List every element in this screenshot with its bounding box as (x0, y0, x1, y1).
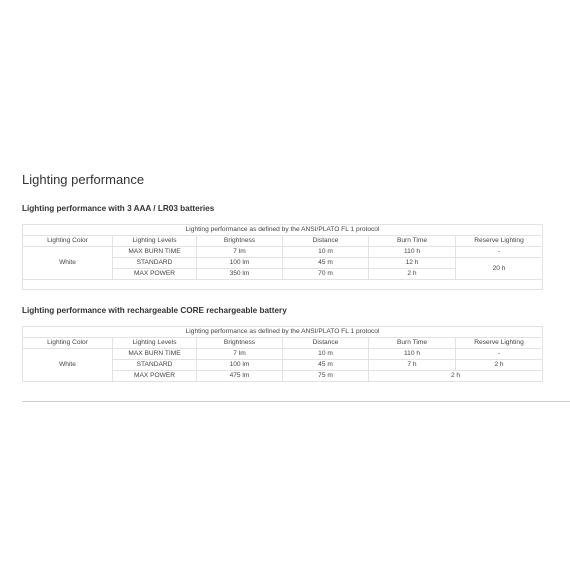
header-brightness: Brightness (197, 236, 283, 247)
cell-burn-time: 12 h (369, 258, 456, 269)
cell-burn-time: 110 h (369, 247, 456, 258)
cell-level: STANDARD (113, 360, 197, 371)
table-footer-row (23, 280, 543, 290)
table-header-row (23, 236, 543, 247)
cell-lighting-color: White (23, 349, 113, 382)
cell-brightness: 350 lm (197, 269, 283, 280)
cell-distance: 75 m (283, 371, 369, 382)
cell-lighting-color: White (23, 247, 113, 280)
page-title: Lighting performance (22, 172, 145, 187)
table-header-row (23, 338, 543, 349)
cell-distance: 10 m (283, 349, 369, 360)
header-burn-time: Burn Time (369, 338, 456, 349)
cell-distance: 10 m (283, 247, 369, 258)
table-caption: Lighting performance as defined by the ANSI/PLATO FL 1 protocol (23, 225, 543, 236)
cell-brightness: 7 lm (197, 349, 283, 360)
header-lighting-color: Lighting Color (23, 236, 113, 247)
section-title-core-battery: Lighting performance with rechargeable CORE rechargeable battery (22, 306, 287, 315)
table-caption-row (23, 225, 543, 236)
cell-level: STANDARD (113, 258, 197, 269)
performance-table-core (22, 326, 543, 382)
cell-level: MAX BURN TIME (113, 247, 197, 258)
cell-reserve: - (456, 349, 543, 360)
cell-burn-time: 110 h (369, 349, 456, 360)
cell-distance: 45 m (283, 258, 369, 269)
header-distance: Distance (283, 338, 369, 349)
cell-reserve: 20 h (456, 258, 543, 280)
cell-brightness: 100 lm (197, 360, 283, 371)
header-lighting-levels: Lighting Levels (113, 236, 197, 247)
cell-reserve: 2 h (456, 360, 543, 371)
table-caption: Lighting performance as defined by the ANSI/PLATO FL 1 protocol (23, 327, 543, 338)
header-burn-time: Burn Time (369, 236, 456, 247)
header-reserve-lighting: Reserve Lighting (456, 338, 543, 349)
cell-reserve: - (456, 247, 543, 258)
header-reserve-lighting: Reserve Lighting (456, 236, 543, 247)
header-distance: Distance (283, 236, 369, 247)
cell-level: MAX BURN TIME (113, 349, 197, 360)
cell-distance: 45 m (283, 360, 369, 371)
cell-burn-time: 2 h (369, 269, 456, 280)
table-row (23, 349, 543, 360)
cell-level: MAX POWER (113, 269, 197, 280)
cell-level: MAX POWER (113, 371, 197, 382)
header-lighting-levels: Lighting Levels (113, 338, 197, 349)
table-caption-row (23, 327, 543, 338)
cell-brightness: 475 lm (197, 371, 283, 382)
table-footer (23, 280, 543, 290)
section-divider (22, 401, 570, 402)
performance-table-aaa (22, 224, 543, 290)
header-lighting-color: Lighting Color (23, 338, 113, 349)
cell-brightness: 7 lm (197, 247, 283, 258)
cell-distance: 70 m (283, 269, 369, 280)
table-row (23, 247, 543, 258)
header-brightness: Brightness (197, 338, 283, 349)
section-title-aaa-batteries: Lighting performance with 3 AAA / LR03 batteries (22, 204, 215, 213)
cell-burn-time-reserve: 2 h (369, 371, 543, 382)
cell-brightness: 100 lm (197, 258, 283, 269)
cell-burn-time: 7 h (369, 360, 456, 371)
